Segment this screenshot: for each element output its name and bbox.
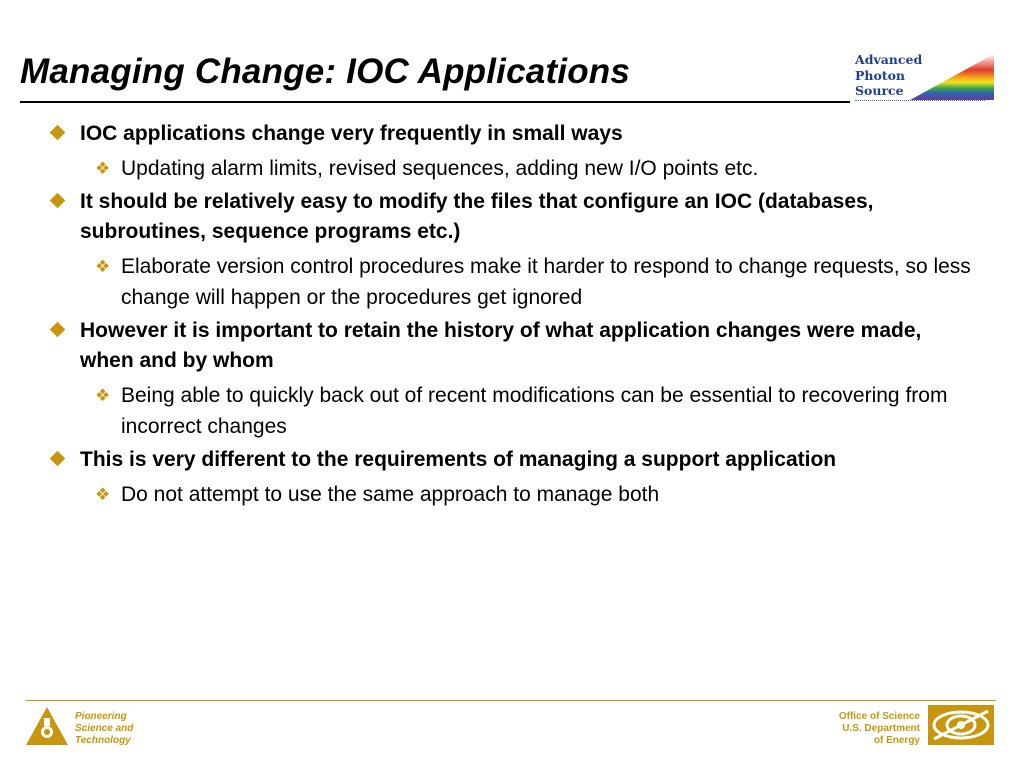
sub-bullet-item <box>50 153 975 184</box>
bullet-item <box>50 119 975 149</box>
bullet-text: This is very different to the requirements of managing a support application <box>80 448 837 471</box>
bullet-text: However it is important to retain the history of what application changes were made, when and by whom <box>80 319 922 372</box>
bullet-text: IOC applications change very frequently in small ways <box>80 122 623 145</box>
footer-tagline-line2: Science and <box>75 723 134 734</box>
footer-office-line1: Office of Science <box>838 711 920 722</box>
argonne-logo-icon <box>25 706 69 746</box>
bullet-item <box>50 445 975 475</box>
diamond-icon <box>50 125 66 141</box>
diamond-icon <box>50 322 66 338</box>
four-diamond-icon: ❖ <box>95 485 111 504</box>
sub-bullet-item <box>50 479 975 510</box>
footer-tagline-line1: Pioneering <box>75 711 127 722</box>
four-diamond-icon: ❖ <box>95 386 111 405</box>
bullet-item <box>50 187 975 247</box>
doe-logo-icon <box>928 705 994 745</box>
sub-bullet-item <box>50 251 975 313</box>
footer-divider <box>26 700 996 701</box>
aps-logo-line2: Photon <box>855 67 906 83</box>
sub-bullet-text: Being able to quickly back out of recent modifications can be essential to recovering from incorrect changes <box>121 384 948 438</box>
footer-tagline-line3: Technology <box>75 735 131 746</box>
footer-office <box>839 711 920 747</box>
aps-logo-line3: Source <box>855 83 904 98</box>
sub-bullet-text: Do not attempt to use the same approach to manage both <box>121 483 660 506</box>
bullet-text: It should be relatively easy to modify the files that configure an IOC (databases, subroutines, sequence programs etc.) <box>80 190 874 243</box>
sub-bullet-item <box>50 380 975 442</box>
sub-bullet-text: Updating alarm limits, revised sequences, adding new I/O points etc. <box>121 157 759 180</box>
aps-logo-line1: Advanced <box>855 52 923 67</box>
slide-body <box>50 119 975 513</box>
sub-bullet-text: Elaborate version control procedures make it harder to respond to change requests, so less change will happen or the procedures get ignored <box>121 255 971 309</box>
title-underline <box>20 101 850 103</box>
diamond-icon <box>50 451 66 467</box>
footer-tagline <box>75 711 133 747</box>
four-diamond-icon: ❖ <box>95 159 111 178</box>
four-diamond-icon: ❖ <box>95 257 111 276</box>
aps-logo-text <box>855 52 922 99</box>
bullet-item <box>50 316 975 376</box>
diamond-icon <box>50 193 66 209</box>
footer-office-line3: of Energy <box>873 735 920 746</box>
slide-title: Managing Change: IOC Applications <box>20 52 631 91</box>
footer-office-line2: U.S. Department <box>842 723 920 734</box>
aps-logo-tagline <box>855 100 985 104</box>
